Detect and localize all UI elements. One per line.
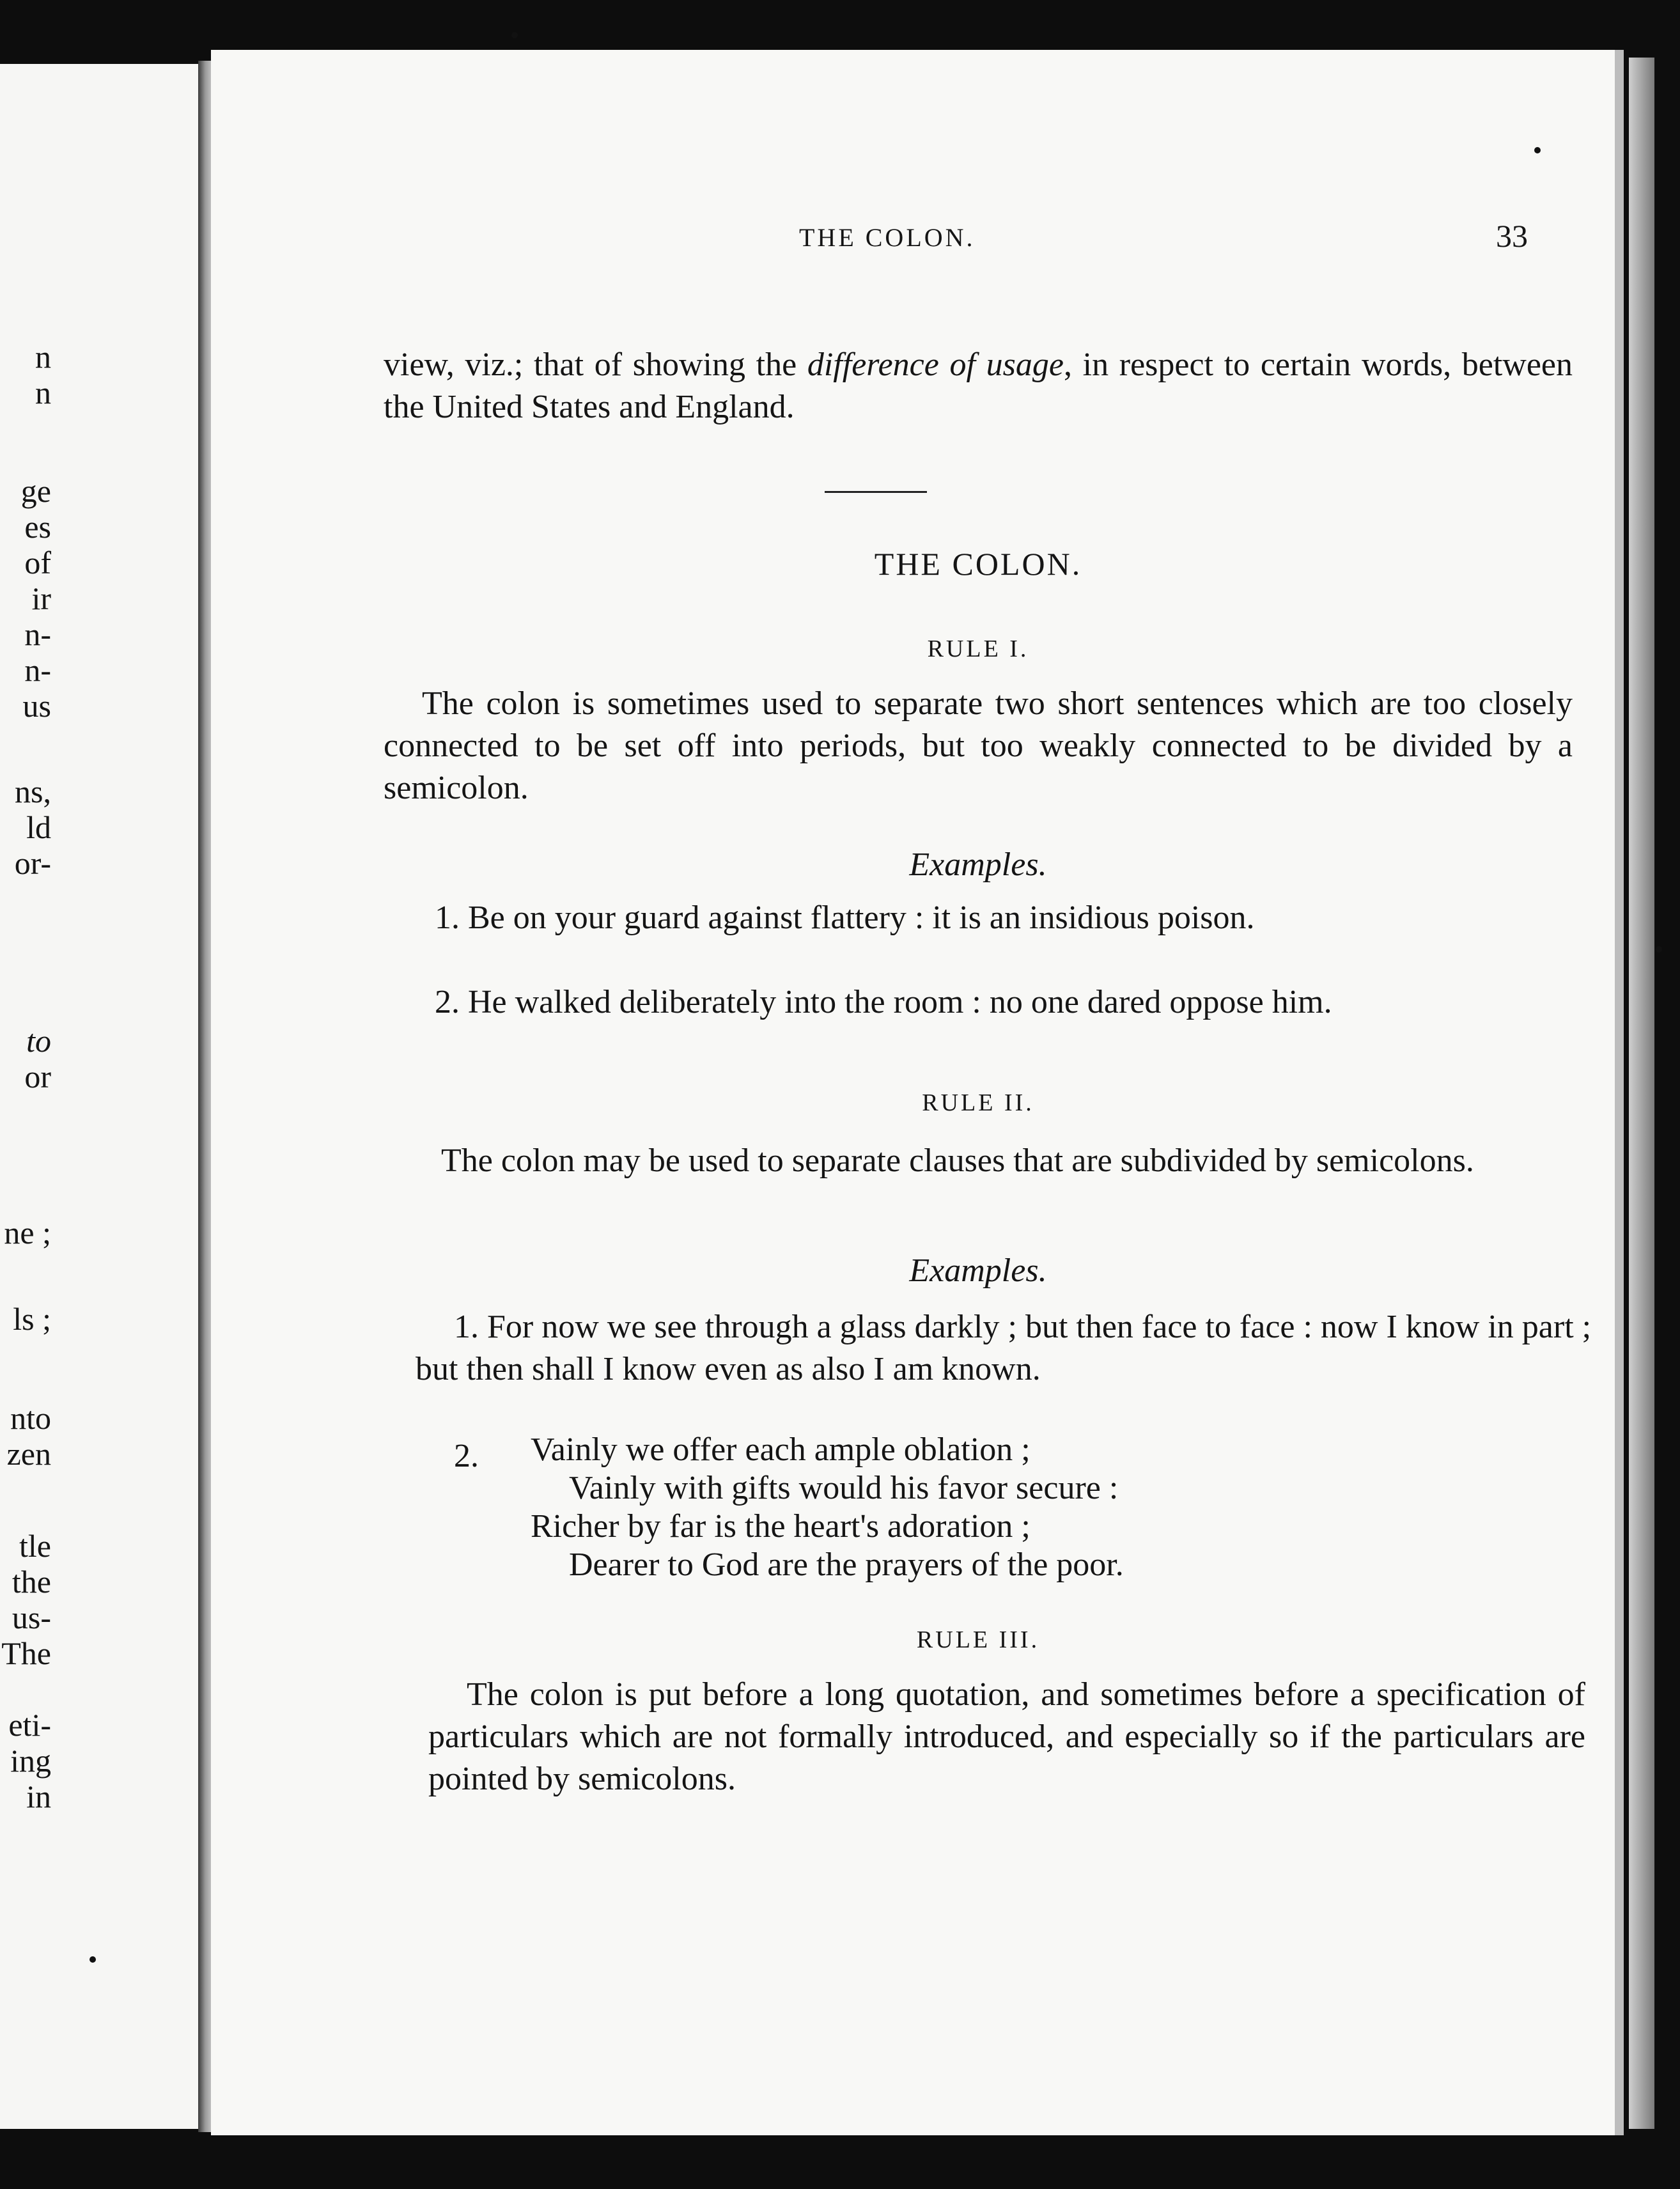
left-fragment: ge [20,473,51,509]
section-divider [825,491,927,493]
left-page-fragments [0,64,211,2129]
page-edge [1629,58,1654,2129]
left-fragment: The [1,1635,51,1671]
left-fragment: ing [10,1743,51,1779]
intro-paragraph [384,344,1573,428]
left-fragment: to [26,1023,51,1059]
scan-speck [511,32,518,38]
example-item: 1. For now we see through a glass darkly ; but then face to face : now I know in part ; but then shall I know even as also I am known. [416,1309,1592,1387]
rule-text: The colon is sometimes used to separate two short sentences which are too closely connected to be set off into periods, but too weakly connected to be divided by a semicolon. [384,685,1573,806]
scan-speck [1656,946,1662,953]
scan-speck [89,1956,96,1963]
verse-line: Dearer to God are the prayers of the poor. [569,1546,1124,1583]
left-fragment: es [24,509,51,545]
left-fragment: tle [19,1528,51,1564]
left-fragment: zen [6,1436,51,1472]
left-fragment: ls ; [13,1301,51,1337]
left-fragment: ld [26,809,51,845]
intro-text-italic: difference of usage [807,347,1064,383]
left-fragment: n- [24,652,51,688]
left-fragment: in [26,1779,51,1814]
section-title: THE COLON. [874,546,1082,582]
intro-text-after: , in respect to certain words, between the United States and England. [384,347,1573,425]
left-fragment: nto [10,1400,51,1436]
left-page [0,64,211,2129]
rule-heading: RULE III. [916,1626,1040,1653]
verse-number: 2. [454,1438,479,1474]
running-title: THE COLON. [799,223,976,252]
left-fragment: or- [14,845,51,881]
verse-line: Vainly with gifts would his favor secure : [569,1470,1119,1506]
examples-heading: Examples. [909,1252,1047,1289]
left-fragment: the [12,1564,51,1600]
left-fragment: n [35,375,51,410]
left-fragment: us- [12,1600,51,1635]
left-fragment: eti- [8,1707,51,1743]
rule-text: The colon may be used to separate clauses that are subdivided by semicolons. [441,1142,1474,1179]
rule-text: The colon is put before a long quotation, and sometimes before a specification of particulars which are not formally introduced, and especially so if the particulars are pointed by semicolons. [428,1676,1585,1797]
left-fragment: of [24,545,51,580]
right-page [211,50,1624,2135]
examples-heading: Examples. [909,846,1047,883]
verse-line: Richer by far is the heart's adoration ; [531,1508,1031,1545]
left-fragment: n [35,339,51,375]
verse-line: Vainly we offer each ample oblation ; [531,1431,1031,1468]
page-number: 33 [1496,218,1528,254]
left-fragment: us [22,688,51,724]
scan-speck [1534,147,1541,153]
example-item: 2. He walked deliberately into the room : no one dared oppose him. [435,984,1332,1020]
left-fragment: ir [31,580,51,616]
left-fragment: n- [24,616,51,652]
left-fragment: ns, [15,774,51,809]
running-head [384,218,1573,261]
left-fragment: ne ; [4,1215,51,1250]
intro-text-before: view, viz.; that of showing the [384,347,807,383]
left-fragment: or [24,1059,51,1094]
example-item: 1. Be on your guard against flattery : it is an insidious poison. [435,900,1255,936]
rule-heading: RULE I. [927,635,1029,662]
rule-heading: RULE II. [922,1089,1034,1116]
